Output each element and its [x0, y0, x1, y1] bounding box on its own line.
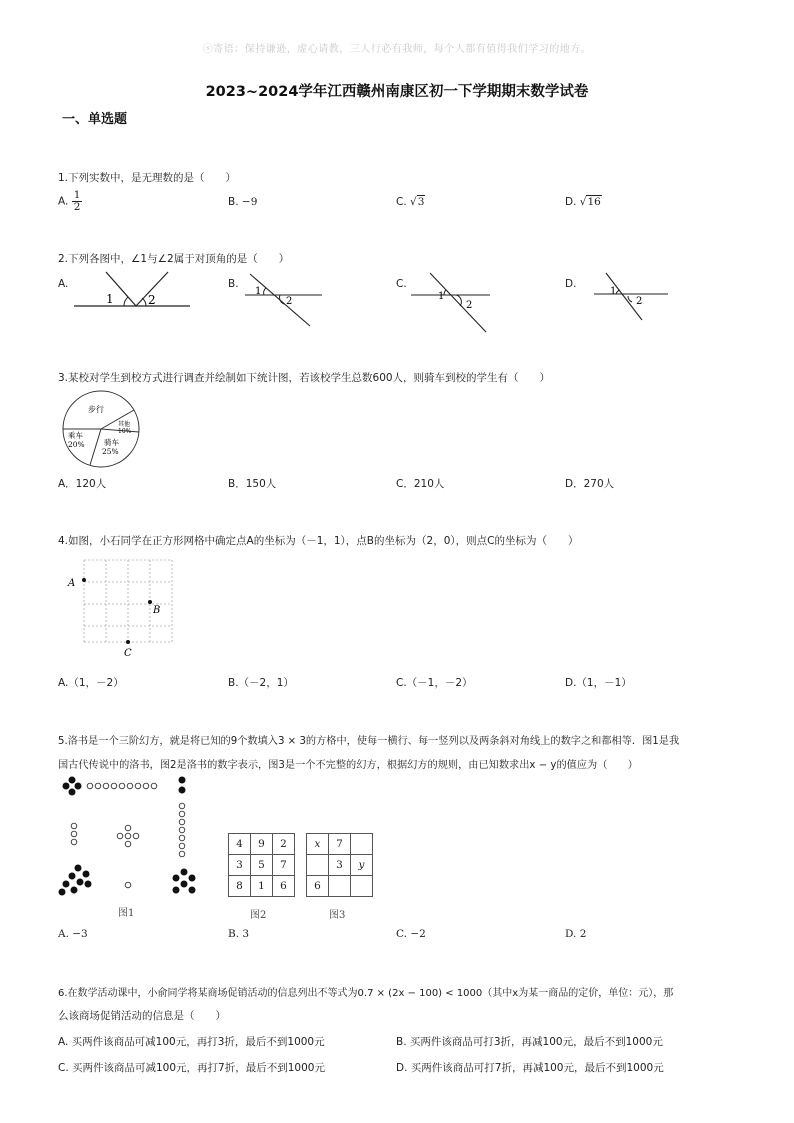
table-row: [307, 876, 373, 897]
point-a-label: A: [68, 578, 76, 589]
pie-value-other: 10%: [118, 428, 132, 435]
angle-1-label: 1: [255, 286, 262, 297]
sqrt-expression: √16: [579, 196, 601, 208]
q2-figure-a: [70, 268, 195, 316]
angle-2-label: 2: [148, 293, 156, 307]
motto: ⓢ寄语：保持谦逊，虚心请教，三人行必有我师，每个人都有值得我们学习的地方。: [202, 44, 592, 55]
radicand: 3: [417, 196, 425, 208]
q2-figure-c: [408, 270, 498, 334]
question-6-stem-line2: 么该商场促销活动的信息是（ ）: [58, 1010, 226, 1022]
angle-2-label: 2: [636, 296, 643, 307]
q2-option-d-label[interactable]: D.: [565, 278, 577, 290]
q5-option-d[interactable]: D. 2: [565, 928, 587, 940]
fraction: [72, 190, 83, 213]
table-row: [307, 855, 373, 876]
point-b-label: B: [153, 605, 161, 616]
grid-cell: 6: [273, 876, 295, 897]
option-label: B.: [228, 196, 239, 208]
pie-label-bike: 骑车: [104, 438, 119, 447]
q1-option-a[interactable]: [58, 190, 82, 213]
grid-cell: 8: [229, 876, 251, 897]
q6-option-d[interactable]: D. 买两件该商品可打7折，再减100元，最后不到1000元: [396, 1062, 664, 1074]
table-row: [229, 834, 295, 855]
option-label: D.: [565, 196, 577, 208]
figure-1-caption: 图1: [118, 908, 135, 919]
page-title: 2023~2024学年江西赣州南康区初一下学期期末数学试卷: [205, 84, 589, 100]
q3-option-b[interactable]: B．150人: [228, 478, 277, 490]
q5-magic-square-fig2: [228, 833, 295, 897]
q1-option-b[interactable]: [228, 196, 257, 208]
grid-cell: 3: [229, 855, 251, 876]
q2-figure-b: [240, 270, 330, 330]
option-label: C.: [396, 196, 407, 208]
q4-option-a[interactable]: A.（1，－2）: [58, 677, 124, 689]
q5-lo-shu-figure: [58, 772, 208, 920]
q3-option-d[interactable]: D．270人: [565, 478, 615, 490]
grid-cell: [351, 834, 373, 855]
grid-cell: [351, 876, 373, 897]
point-c-label: C: [124, 648, 132, 659]
q4-option-c[interactable]: C.（－1，－2）: [396, 677, 473, 689]
question-3-stem: 3.某校对学生到校方式进行调查并绘制如下统计图，若该校学生总数600人，则骑车到校的学生有（ ）: [58, 372, 551, 384]
grid-cell: 9: [251, 834, 273, 855]
angle-1-label: 1: [610, 286, 617, 297]
pie-label-other: 其他: [118, 421, 131, 428]
angle-1-label: 1: [106, 292, 114, 306]
q4-option-b[interactable]: B.（－2，1）: [228, 677, 294, 689]
grid-cell: 3: [329, 855, 351, 876]
radicand: 16: [587, 196, 601, 208]
pie-value-bike: 25%: [102, 447, 119, 456]
question-1-stem: 1.下列实数中，是无理数的是（ ）: [58, 172, 237, 184]
q5-option-b[interactable]: B. 3: [228, 928, 250, 940]
grid-cell: 5: [251, 855, 273, 876]
q6-option-b[interactable]: B. 买两件该商品可打3折，再减100元，最后不到1000元: [396, 1036, 663, 1048]
sqrt-expression: √3: [410, 196, 425, 208]
grid-cell: x: [307, 834, 329, 855]
section-heading: 一、单选题: [62, 112, 128, 127]
q5-magic-square-fig3: [306, 833, 373, 897]
grid-cell: 7: [273, 855, 295, 876]
q3-option-c[interactable]: C．210人: [396, 478, 445, 490]
q1-option-c[interactable]: [396, 196, 425, 208]
question-4-stem: 4.如图，小石同学在正方形网格中确定点A的坐标为（－1，1），点B的坐标为（2，0），则点C的坐标为（ ）: [58, 535, 579, 547]
pie-label-walk: 步行: [88, 405, 104, 414]
option-value: −9: [241, 196, 258, 208]
option-label: A.: [58, 195, 69, 208]
table-row: [307, 834, 373, 855]
q5-option-a[interactable]: A. −3: [58, 928, 88, 940]
q4-option-d[interactable]: D.（1，－1）: [565, 677, 632, 689]
denominator: 2: [73, 201, 81, 213]
grid-cell: 1: [251, 876, 273, 897]
q2-option-c-label[interactable]: C.: [396, 278, 407, 290]
angle-2-label: 2: [466, 300, 473, 311]
figure-3-caption: 图3: [329, 910, 346, 921]
angle-1-label: 1: [438, 291, 445, 302]
q3-option-a[interactable]: A．120人: [58, 478, 107, 490]
pie-value-bus: 20%: [68, 440, 85, 449]
grid-cell: 6: [307, 876, 329, 897]
table-row: [229, 876, 295, 897]
numerator: 1: [73, 189, 81, 201]
grid-cell: [329, 876, 351, 897]
q4-grid-figure: [64, 556, 184, 660]
q2-option-a-label[interactable]: A.: [58, 278, 69, 290]
figure-2-caption: 图2: [250, 910, 267, 921]
q3-pie-chart: [60, 388, 142, 470]
grid-cell: 2: [273, 834, 295, 855]
angle-2-label: 2: [286, 296, 293, 307]
pie-label-bus: 乘车: [68, 431, 83, 440]
question-6-stem-line1: 6.在数学活动课中，小俞同学将某商场促销活动的信息列出不等式为0.7 × (2x − 100) < 1000（其中x为某一商品的定价，单位：元），那: [58, 988, 674, 999]
grid-cell: y: [351, 855, 373, 876]
q1-option-d[interactable]: [565, 196, 602, 208]
grid-cell: 4: [229, 834, 251, 855]
question-5-stem-line1: 5.洛书是一个三阶幻方，就是将已知的9个数填入3 × 3的方格中，使每一横行、每一竖列以及两条斜对角线上的数字之和都相等．图1是我: [58, 736, 680, 747]
grid-cell: 7: [329, 834, 351, 855]
q2-figure-d: [576, 270, 676, 324]
grid-cell: [307, 855, 329, 876]
q5-option-c[interactable]: C. −2: [396, 928, 426, 940]
q6-option-a[interactable]: A. 买两件该商品可减100元，再打3折，最后不到1000元: [58, 1036, 325, 1048]
q6-option-c[interactable]: C. 买两件该商品可减100元，再打7折，最后不到1000元: [58, 1062, 325, 1074]
table-row: [229, 855, 295, 876]
question-2-stem: 2.下列各图中，∠1与∠2属于对顶角的是（ ）: [58, 253, 290, 265]
q2-option-b-label[interactable]: B.: [228, 278, 239, 290]
question-5-stem-line2: 国古代传说中的洛书，图2是洛书的数字表示，图3是一个不完整的幻方，根据幻方的规则，由已知数求出x − y的值应为（ ）: [58, 760, 638, 771]
